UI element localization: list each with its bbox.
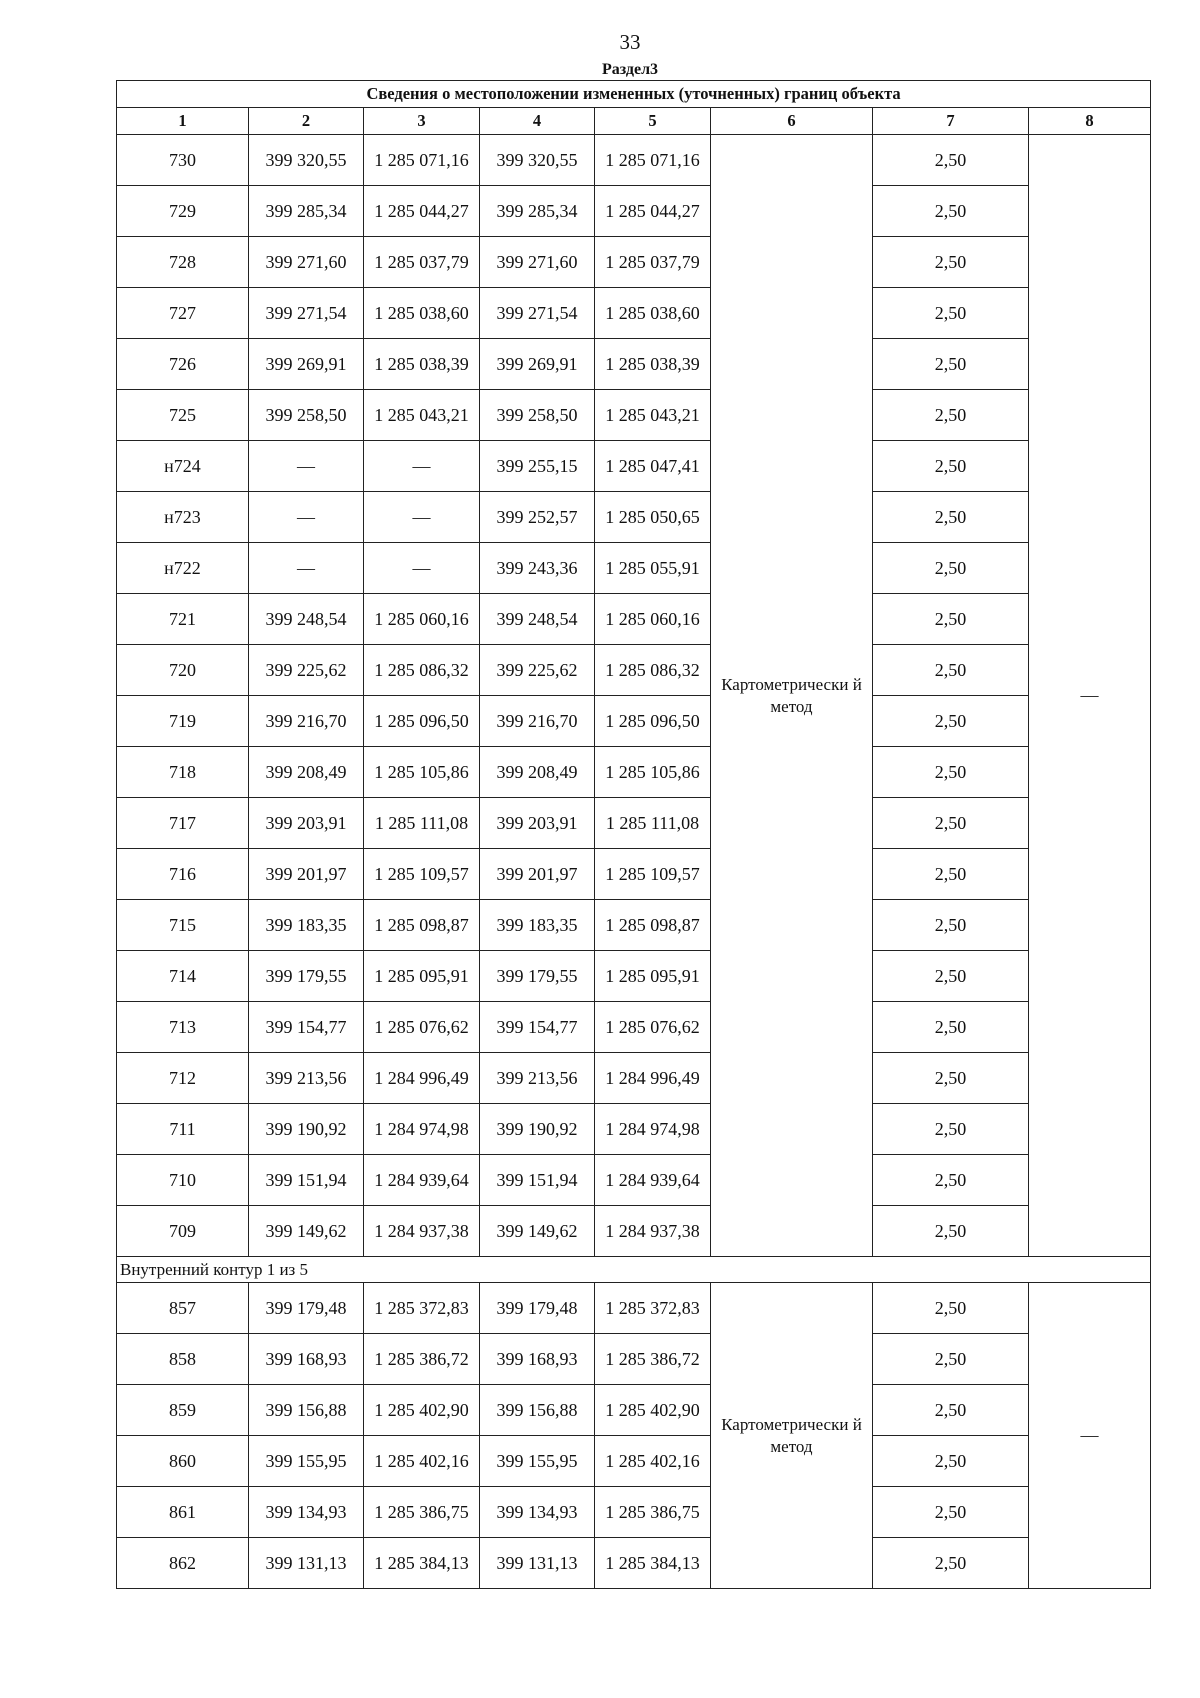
- y-refined-cell: 1 284 939,64: [595, 1155, 711, 1206]
- x-refined-cell: 399 271,60: [480, 237, 595, 288]
- y-existing-cell: 1 285 043,21: [364, 390, 480, 441]
- accuracy-cell: 2,50: [873, 1538, 1029, 1589]
- accuracy-cell: 2,50: [873, 1104, 1029, 1155]
- accuracy-cell: 2,50: [873, 543, 1029, 594]
- table-row: [117, 1104, 1151, 1155]
- accuracy-cell: 2,50: [873, 849, 1029, 900]
- accuracy-cell: 2,50: [873, 288, 1029, 339]
- table-row: [117, 543, 1151, 594]
- x-refined-cell: 399 243,36: [480, 543, 595, 594]
- column-number: 5: [595, 108, 711, 135]
- x-refined-cell: 399 252,57: [480, 492, 595, 543]
- x-existing-cell: 399 225,62: [249, 645, 364, 696]
- y-existing-cell: 1 284 939,64: [364, 1155, 480, 1206]
- x-existing-cell: 399 168,93: [249, 1334, 364, 1385]
- accuracy-cell: 2,50: [873, 951, 1029, 1002]
- x-existing-cell: 399 151,94: [249, 1155, 364, 1206]
- x-existing-cell: 399 271,54: [249, 288, 364, 339]
- y-refined-cell: 1 285 047,41: [595, 441, 711, 492]
- point-number-cell: 861: [117, 1487, 249, 1538]
- table-caption-row: [117, 81, 1151, 108]
- point-number-cell: 728: [117, 237, 249, 288]
- boundary-coordinates-table: [116, 80, 1151, 1589]
- x-refined-cell: 399 190,92: [480, 1104, 595, 1155]
- accuracy-cell: 2,50: [873, 900, 1029, 951]
- y-existing-cell: 1 285 086,32: [364, 645, 480, 696]
- y-refined-cell: 1 285 071,16: [595, 135, 711, 186]
- table-row: [117, 135, 1151, 186]
- column-number: 6: [711, 108, 873, 135]
- column-number: 8: [1029, 108, 1151, 135]
- column-number: 1: [117, 108, 249, 135]
- table-row: [117, 1436, 1151, 1487]
- x-refined-cell: 399 248,54: [480, 594, 595, 645]
- column8-cell: —: [1029, 135, 1151, 1257]
- table-row: [117, 951, 1151, 1002]
- point-number-cell: 725: [117, 390, 249, 441]
- y-existing-cell: 1 285 384,13: [364, 1538, 480, 1589]
- table-row: [117, 1002, 1151, 1053]
- y-refined-cell: 1 285 086,32: [595, 645, 711, 696]
- x-refined-cell: 399 168,93: [480, 1334, 595, 1385]
- x-existing-cell: 399 285,34: [249, 186, 364, 237]
- x-refined-cell: 399 255,15: [480, 441, 595, 492]
- accuracy-cell: 2,50: [873, 441, 1029, 492]
- table-row: [117, 594, 1151, 645]
- x-existing-cell: —: [249, 441, 364, 492]
- accuracy-cell: 2,50: [873, 798, 1029, 849]
- point-number-cell: н723: [117, 492, 249, 543]
- x-refined-cell: 399 179,48: [480, 1283, 595, 1334]
- accuracy-cell: 2,50: [873, 492, 1029, 543]
- x-refined-cell: 399 183,35: [480, 900, 595, 951]
- y-existing-cell: 1 285 096,50: [364, 696, 480, 747]
- accuracy-cell: 2,50: [873, 1155, 1029, 1206]
- y-refined-cell: 1 284 996,49: [595, 1053, 711, 1104]
- accuracy-cell: 2,50: [873, 1385, 1029, 1436]
- x-existing-cell: 399 154,77: [249, 1002, 364, 1053]
- table-row: [117, 1538, 1151, 1589]
- table-row: [117, 492, 1151, 543]
- accuracy-cell: 2,50: [873, 390, 1029, 441]
- column-number: 2: [249, 108, 364, 135]
- x-existing-cell: 399 208,49: [249, 747, 364, 798]
- x-existing-cell: 399 155,95: [249, 1436, 364, 1487]
- x-refined-cell: 399 134,93: [480, 1487, 595, 1538]
- x-refined-cell: 399 216,70: [480, 696, 595, 747]
- table-row: [117, 849, 1151, 900]
- accuracy-cell: 2,50: [873, 1206, 1029, 1257]
- x-existing-cell: 399 179,55: [249, 951, 364, 1002]
- y-refined-cell: 1 284 974,98: [595, 1104, 711, 1155]
- y-refined-cell: 1 285 043,21: [595, 390, 711, 441]
- point-number-cell: 717: [117, 798, 249, 849]
- x-refined-cell: 399 285,34: [480, 186, 595, 237]
- table-row: [117, 1053, 1151, 1104]
- column8-cell: —: [1029, 1283, 1151, 1589]
- x-existing-cell: 399 203,91: [249, 798, 364, 849]
- y-refined-cell: 1 285 044,27: [595, 186, 711, 237]
- x-existing-cell: 399 156,88: [249, 1385, 364, 1436]
- accuracy-cell: 2,50: [873, 747, 1029, 798]
- accuracy-cell: 2,50: [873, 1487, 1029, 1538]
- y-existing-cell: —: [364, 492, 480, 543]
- x-refined-cell: 399 271,54: [480, 288, 595, 339]
- y-refined-cell: 1 285 105,86: [595, 747, 711, 798]
- y-refined-cell: 1 285 098,87: [595, 900, 711, 951]
- x-existing-cell: 399 149,62: [249, 1206, 364, 1257]
- point-number-cell: 714: [117, 951, 249, 1002]
- table-row: [117, 237, 1151, 288]
- x-existing-cell: —: [249, 543, 364, 594]
- table-body: [117, 81, 1151, 1589]
- y-existing-cell: 1 285 109,57: [364, 849, 480, 900]
- accuracy-cell: 2,50: [873, 1002, 1029, 1053]
- x-refined-cell: 399 155,95: [480, 1436, 595, 1487]
- y-refined-cell: 1 285 109,57: [595, 849, 711, 900]
- x-existing-cell: 399 201,97: [249, 849, 364, 900]
- x-refined-cell: 399 213,56: [480, 1053, 595, 1104]
- y-refined-cell: 1 285 386,72: [595, 1334, 711, 1385]
- point-number-cell: 715: [117, 900, 249, 951]
- point-number-cell: 711: [117, 1104, 249, 1155]
- y-refined-cell: 1 284 937,38: [595, 1206, 711, 1257]
- x-refined-cell: 399 151,94: [480, 1155, 595, 1206]
- x-existing-cell: 399 190,92: [249, 1104, 364, 1155]
- table-row: [117, 747, 1151, 798]
- y-existing-cell: 1 285 038,60: [364, 288, 480, 339]
- y-existing-cell: 1 285 111,08: [364, 798, 480, 849]
- x-existing-cell: 399 320,55: [249, 135, 364, 186]
- y-refined-cell: 1 285 384,13: [595, 1538, 711, 1589]
- y-existing-cell: 1 285 076,62: [364, 1002, 480, 1053]
- point-number-cell: 712: [117, 1053, 249, 1104]
- y-refined-cell: 1 285 055,91: [595, 543, 711, 594]
- x-existing-cell: 399 183,35: [249, 900, 364, 951]
- page-number: 33: [619, 30, 641, 54]
- accuracy-cell: 2,50: [873, 1053, 1029, 1104]
- point-number-cell: 858: [117, 1334, 249, 1385]
- table-row: [117, 1487, 1151, 1538]
- y-refined-cell: 1 285 038,60: [595, 288, 711, 339]
- accuracy-cell: 2,50: [873, 339, 1029, 390]
- y-refined-cell: 1 285 096,50: [595, 696, 711, 747]
- y-refined-cell: 1 285 111,08: [595, 798, 711, 849]
- y-refined-cell: 1 285 402,16: [595, 1436, 711, 1487]
- table-row: [117, 1283, 1151, 1334]
- x-existing-cell: 399 131,13: [249, 1538, 364, 1589]
- point-number-cell: 721: [117, 594, 249, 645]
- accuracy-cell: 2,50: [873, 135, 1029, 186]
- y-refined-cell: 1 285 050,65: [595, 492, 711, 543]
- point-number-cell: 716: [117, 849, 249, 900]
- table-row: [117, 645, 1151, 696]
- x-refined-cell: 399 149,62: [480, 1206, 595, 1257]
- point-number-cell: 720: [117, 645, 249, 696]
- x-existing-cell: 399 269,91: [249, 339, 364, 390]
- accuracy-cell: 2,50: [873, 645, 1029, 696]
- y-refined-cell: 1 285 060,16: [595, 594, 711, 645]
- column-number: 4: [480, 108, 595, 135]
- x-refined-cell: 399 201,97: [480, 849, 595, 900]
- table-row: [117, 1385, 1151, 1436]
- x-refined-cell: 399 258,50: [480, 390, 595, 441]
- y-existing-cell: 1 285 386,72: [364, 1334, 480, 1385]
- y-existing-cell: 1 285 071,16: [364, 135, 480, 186]
- table-row: [117, 186, 1151, 237]
- accuracy-cell: 2,50: [873, 696, 1029, 747]
- point-number-cell: 730: [117, 135, 249, 186]
- point-number-cell: н722: [117, 543, 249, 594]
- x-refined-cell: 399 225,62: [480, 645, 595, 696]
- x-refined-cell: 399 154,77: [480, 1002, 595, 1053]
- accuracy-cell: 2,50: [873, 1334, 1029, 1385]
- y-refined-cell: 1 285 372,83: [595, 1283, 711, 1334]
- y-refined-cell: 1 285 038,39: [595, 339, 711, 390]
- x-existing-cell: 399 213,56: [249, 1053, 364, 1104]
- y-existing-cell: 1 285 044,27: [364, 186, 480, 237]
- y-existing-cell: 1 285 402,16: [364, 1436, 480, 1487]
- y-existing-cell: 1 285 095,91: [364, 951, 480, 1002]
- y-refined-cell: 1 285 076,62: [595, 1002, 711, 1053]
- contour-label-row: [117, 1257, 1151, 1283]
- y-refined-cell: 1 285 095,91: [595, 951, 711, 1002]
- point-number-cell: 726: [117, 339, 249, 390]
- point-number-cell: 729: [117, 186, 249, 237]
- y-existing-cell: 1 285 060,16: [364, 594, 480, 645]
- section-title: Раздел3: [601, 61, 659, 78]
- table-row: [117, 1206, 1151, 1257]
- table-row: [117, 441, 1151, 492]
- point-number-cell: 713: [117, 1002, 249, 1053]
- accuracy-cell: 2,50: [873, 1283, 1029, 1334]
- table-row: [117, 798, 1151, 849]
- y-existing-cell: —: [364, 543, 480, 594]
- y-existing-cell: —: [364, 441, 480, 492]
- point-number-cell: 727: [117, 288, 249, 339]
- x-existing-cell: 399 248,54: [249, 594, 364, 645]
- x-refined-cell: 399 131,13: [480, 1538, 595, 1589]
- method-cell: Картометрически й метод: [711, 135, 873, 1257]
- y-existing-cell: 1 285 098,87: [364, 900, 480, 951]
- y-existing-cell: 1 284 974,98: [364, 1104, 480, 1155]
- column-numbers-row: [117, 108, 1151, 135]
- accuracy-cell: 2,50: [873, 594, 1029, 645]
- x-refined-cell: 399 208,49: [480, 747, 595, 798]
- x-existing-cell: 399 271,60: [249, 237, 364, 288]
- y-existing-cell: 1 285 386,75: [364, 1487, 480, 1538]
- y-existing-cell: 1 285 037,79: [364, 237, 480, 288]
- x-refined-cell: 399 203,91: [480, 798, 595, 849]
- y-existing-cell: 1 285 402,90: [364, 1385, 480, 1436]
- x-existing-cell: 399 216,70: [249, 696, 364, 747]
- y-refined-cell: 1 285 402,90: [595, 1385, 711, 1436]
- x-existing-cell: —: [249, 492, 364, 543]
- y-existing-cell: 1 285 038,39: [364, 339, 480, 390]
- point-number-cell: 710: [117, 1155, 249, 1206]
- x-existing-cell: 399 258,50: [249, 390, 364, 441]
- y-existing-cell: 1 284 996,49: [364, 1053, 480, 1104]
- contour-label: Внутренний контур 1 из 5: [117, 1257, 1151, 1283]
- table-caption: Сведения о местоположении измененных (уточненных) границ объекта: [117, 81, 1151, 108]
- x-existing-cell: 399 134,93: [249, 1487, 364, 1538]
- table-row: [117, 696, 1151, 747]
- x-refined-cell: 399 179,55: [480, 951, 595, 1002]
- table-row: [117, 1155, 1151, 1206]
- column-number: 7: [873, 108, 1029, 135]
- table-row: [117, 339, 1151, 390]
- y-refined-cell: 1 285 386,75: [595, 1487, 711, 1538]
- x-existing-cell: 399 179,48: [249, 1283, 364, 1334]
- point-number-cell: 860: [117, 1436, 249, 1487]
- point-number-cell: 719: [117, 696, 249, 747]
- point-number-cell: 862: [117, 1538, 249, 1589]
- y-existing-cell: 1 285 372,83: [364, 1283, 480, 1334]
- point-number-cell: 709: [117, 1206, 249, 1257]
- point-number-cell: 718: [117, 747, 249, 798]
- point-number-cell: 859: [117, 1385, 249, 1436]
- column-number: 3: [364, 108, 480, 135]
- table-row: [117, 1334, 1151, 1385]
- accuracy-cell: 2,50: [873, 237, 1029, 288]
- x-refined-cell: 399 156,88: [480, 1385, 595, 1436]
- table-row: [117, 900, 1151, 951]
- table-row: [117, 288, 1151, 339]
- x-refined-cell: 399 320,55: [480, 135, 595, 186]
- method-cell: Картометрически й метод: [711, 1283, 873, 1589]
- y-existing-cell: 1 284 937,38: [364, 1206, 480, 1257]
- accuracy-cell: 2,50: [873, 186, 1029, 237]
- table-row: [117, 390, 1151, 441]
- point-number-cell: н724: [117, 441, 249, 492]
- x-refined-cell: 399 269,91: [480, 339, 595, 390]
- accuracy-cell: 2,50: [873, 1436, 1029, 1487]
- point-number-cell: 857: [117, 1283, 249, 1334]
- y-existing-cell: 1 285 105,86: [364, 747, 480, 798]
- y-refined-cell: 1 285 037,79: [595, 237, 711, 288]
